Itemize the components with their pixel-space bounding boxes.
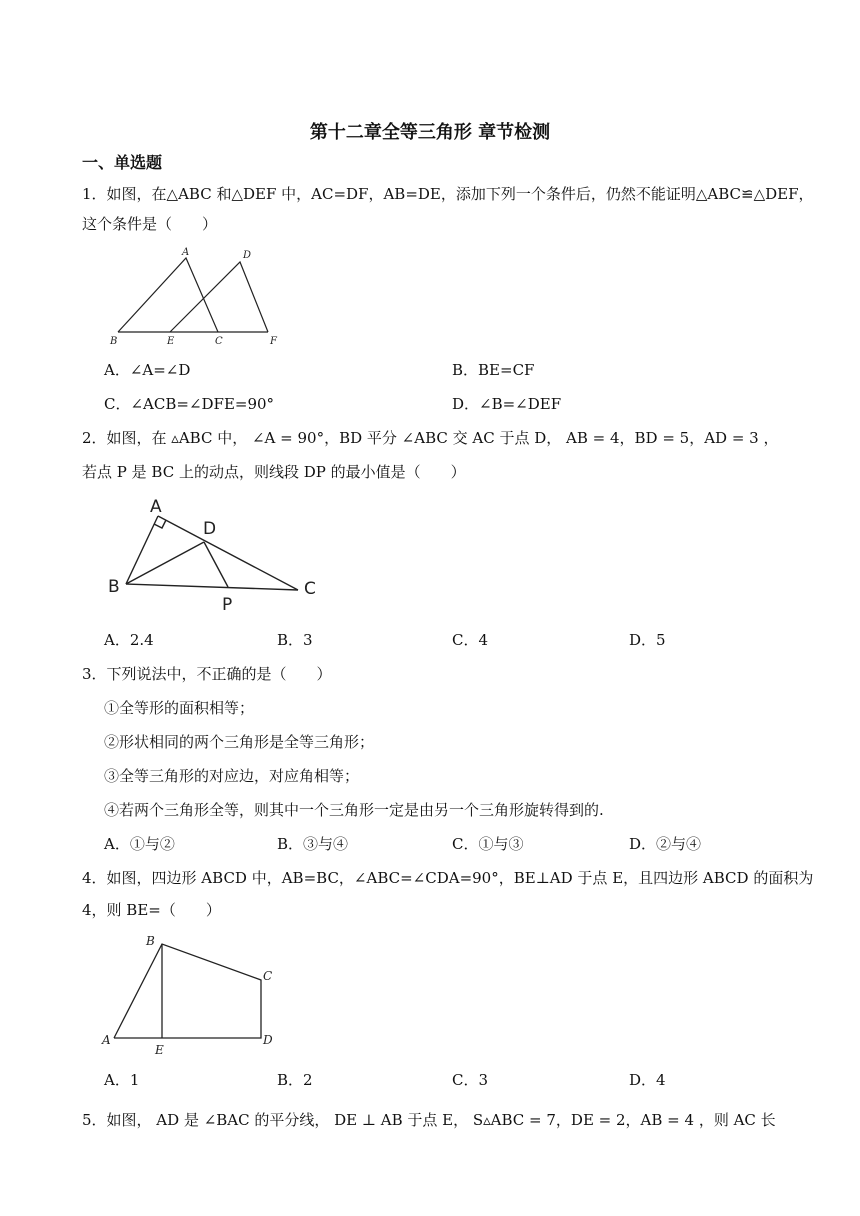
q3-statement-4: ④若两个三角形全等，则其中一个三角形一定是由另一个三角形旋转得到的. (104, 801, 604, 819)
q2-label-p: P (222, 595, 233, 614)
q3-statement-3: ③全等三角形的对应边，对应角相等； (104, 767, 360, 785)
q1-stem-line2: 这个条件是（ ） (82, 215, 218, 233)
q1-option-a[interactable]: A．∠A=∠D (104, 361, 191, 379)
q4-option-c[interactable]: C．3 (452, 1071, 489, 1089)
q4-label-e: E (155, 1043, 164, 1057)
q1-option-b[interactable]: B．BE=CF (452, 361, 535, 379)
q3-stem: 3．下列说法中，不正确的是（ ） (82, 665, 332, 683)
q1-option-d[interactable]: D．∠B=∠DEF (452, 395, 562, 413)
q2-label-b: B (108, 577, 120, 597)
q1-option-c[interactable]: C．∠ACB=∠DFE=90° (104, 395, 275, 413)
q2-figure-triangle (104, 494, 326, 614)
q4-option-a[interactable]: A．1 (104, 1071, 140, 1089)
q4-stem-line2: 4，则 BE=（ ） (82, 901, 221, 919)
q4-stem-line1: 4．如图，四边形 ABCD 中，AB=BC，∠ABC=∠CDA=90°，BE⊥AD 于点 E，且四边形 ABCD 的面积为 (82, 869, 814, 887)
q4-figure-quadrilateral (98, 930, 288, 1060)
q2-stem-line1: 2．如图，在 ▵ABC 中， ∠A = 90°，BD 平分 ∠ABC 交 AC 于点 D， AB = 4，BD = 5，AD = 3 ， (82, 429, 779, 447)
q2-label-c: C (304, 579, 316, 599)
q4-option-b[interactable]: B．2 (277, 1071, 313, 1089)
q3-option-b[interactable]: B．③与④ (277, 835, 349, 853)
q1-figure-triangles (104, 244, 294, 348)
q1-label-c: C (215, 336, 223, 347)
q1-label-e: E (167, 336, 175, 347)
q3-option-c[interactable]: C．①与③ (452, 835, 524, 853)
q2-label-d: D (203, 519, 217, 539)
q2-stem-line2: 若点 P 是 BC 上的动点，则线段 DP 的最小值是（ ） (82, 463, 466, 481)
q4-label-b: B (146, 934, 155, 948)
q4-label-d: D (263, 1033, 273, 1047)
q4-option-d[interactable]: D．4 (629, 1071, 666, 1089)
q1-label-a: A (182, 247, 190, 258)
q2-option-a[interactable]: A．2.4 (104, 631, 154, 649)
section-heading: 一、单选题 (82, 153, 163, 172)
q5-stem-line1: 5．如图， AD 是 ∠BAC 的平分线， DE ⊥ AB 于点 E， S▵ABC = 7，DE = 2，AB = 4 ，则 AC 长 (82, 1111, 776, 1129)
q3-statement-2: ②形状相同的两个三角形是全等三角形； (104, 733, 375, 751)
q3-option-d[interactable]: D．②与④ (629, 835, 702, 853)
q2-label-a: A (150, 497, 162, 517)
q4-label-c: C (263, 969, 273, 983)
q4-label-a: A (102, 1033, 111, 1047)
q1-label-f: F (270, 336, 277, 347)
q1-label-d: D (243, 250, 252, 261)
q2-option-d[interactable]: D．5 (629, 631, 666, 649)
page-title: 第十二章全等三角形 章节检测 (309, 122, 551, 143)
q3-statement-1: ①全等形的面积相等； (104, 699, 255, 717)
q1-stem-line1: 1．如图，在△ABC 和△DEF 中，AC=DF，AB=DE，添加下列一个条件后，仍然不能证明△ABC≌△DEF， (82, 185, 814, 203)
q2-option-c[interactable]: C．4 (452, 631, 489, 649)
q1-label-b: B (110, 336, 118, 347)
q2-option-b[interactable]: B．3 (277, 631, 313, 649)
q3-option-a[interactable]: A．①与② (104, 835, 175, 853)
